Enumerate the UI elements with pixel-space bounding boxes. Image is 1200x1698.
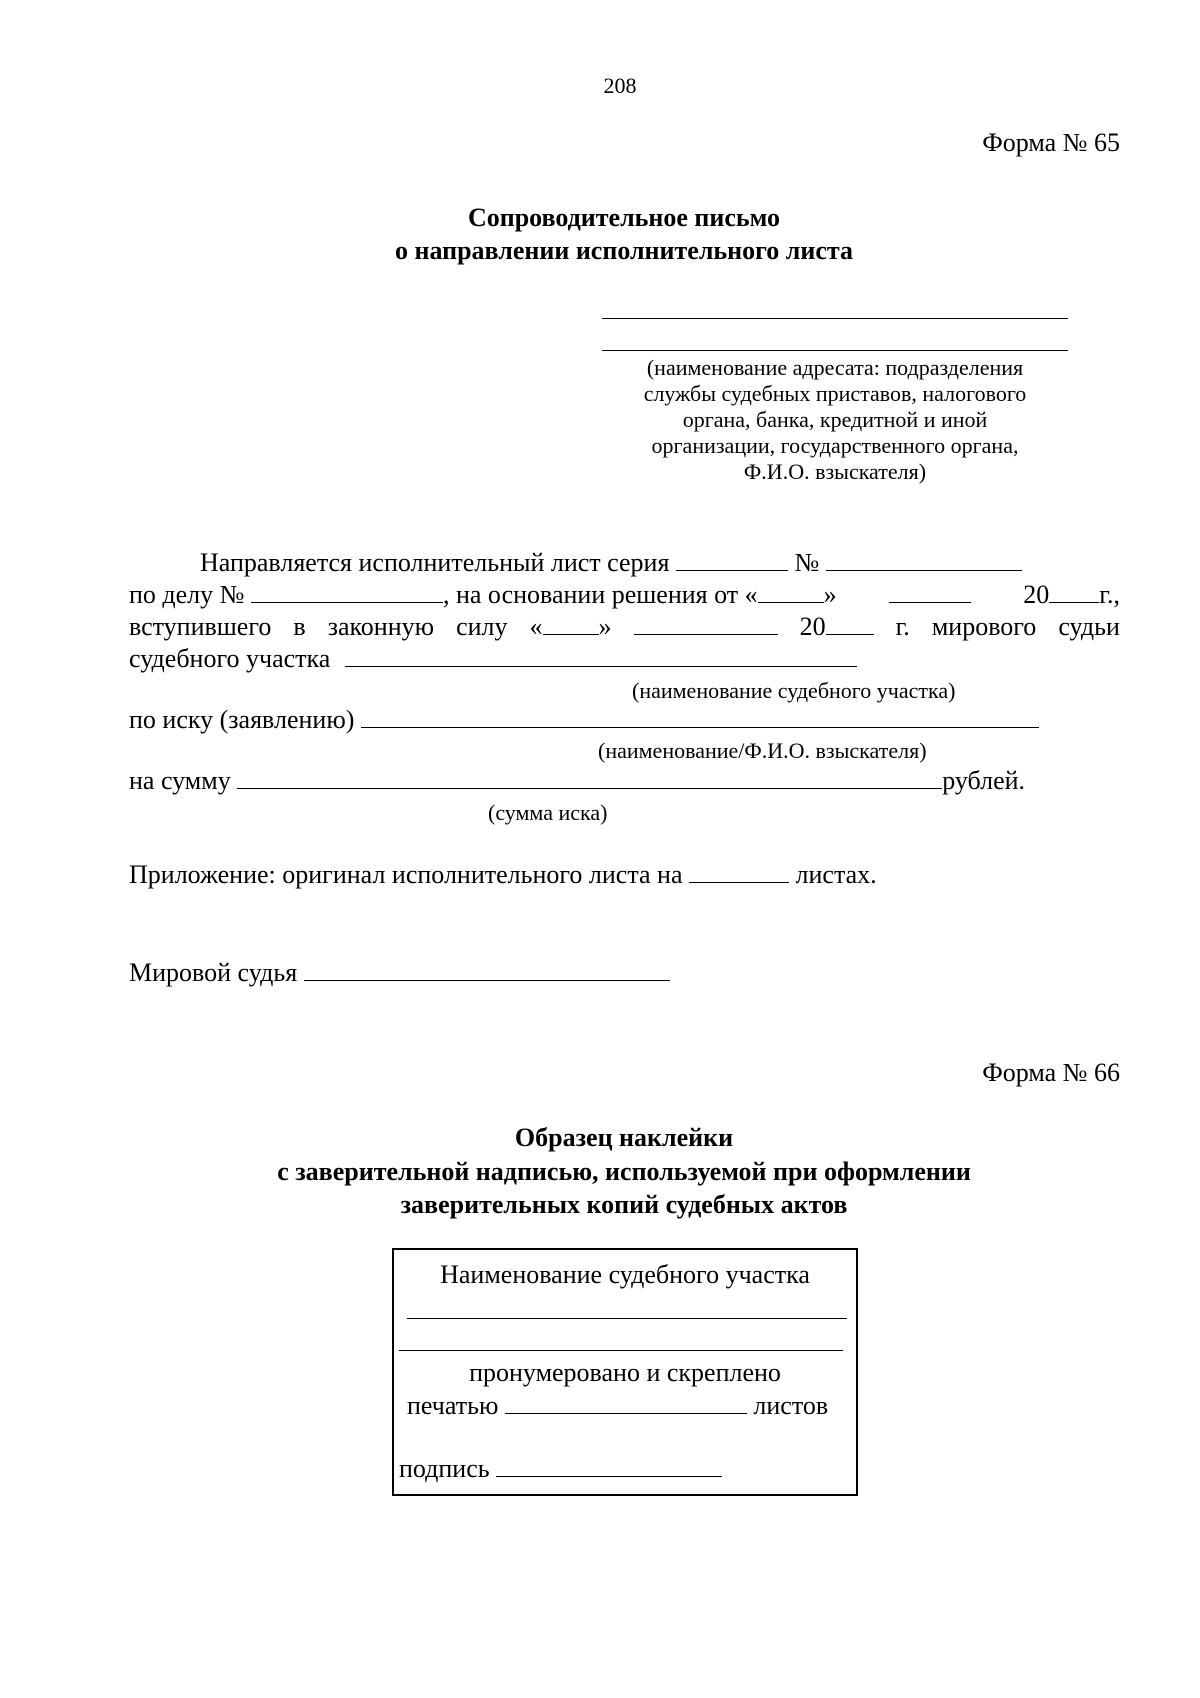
- sticker-seal-line: [407, 1391, 828, 1421]
- court-section-blank[interactable]: [345, 644, 857, 667]
- addressee-caption: [602, 355, 1068, 485]
- judge-signature-line: [129, 958, 670, 988]
- body-line-4: [129, 644, 857, 674]
- year-prefix: 20: [1023, 580, 1050, 609]
- form-65-label: Форма № 65: [982, 128, 1120, 157]
- case-number-blank[interactable]: [251, 580, 443, 603]
- addressee-caption-line: органа, банка, кредитной и иной: [682, 407, 988, 432]
- court-section-caption: (наименование судебного участка): [632, 678, 956, 703]
- body-line-5: [129, 705, 1039, 735]
- sticker-divider: [399, 1350, 843, 1351]
- claim-label: по иску (заявлению): [129, 705, 355, 734]
- form-66-label: Форма № 66: [982, 1058, 1120, 1087]
- sticker-court-blank[interactable]: [407, 1318, 847, 1319]
- amount-blank[interactable]: [237, 766, 942, 789]
- amount-label: на сумму: [129, 766, 231, 795]
- attachment-line: [129, 860, 877, 890]
- claimant-blank[interactable]: [361, 705, 1039, 728]
- quote-close: »: [823, 580, 837, 609]
- sticker-signature-blank[interactable]: [496, 1454, 722, 1477]
- sticker-court-name: Наименование судебного участка: [440, 1260, 810, 1289]
- judge-label: Мировой судья: [129, 958, 298, 987]
- effective-day-blank[interactable]: [543, 612, 599, 635]
- form-65-title-line2: о направлении исполнительного листа: [394, 236, 854, 265]
- decision-year-blank[interactable]: [1049, 580, 1099, 603]
- form-65-title-line1: Сопроводительное письмо: [467, 203, 781, 232]
- word: мирового: [931, 612, 1037, 641]
- amount-caption: (сумма иска): [488, 800, 608, 825]
- form-66-title-line1: Образец наклейки: [514, 1123, 734, 1152]
- decision-day-blank[interactable]: [758, 580, 824, 603]
- sheets-label: листах.: [795, 860, 877, 889]
- word: судьи: [1058, 612, 1120, 641]
- series-blank[interactable]: [676, 548, 788, 571]
- form-66-title-line3: заверительных копий судебных актов: [400, 1190, 848, 1219]
- addressee-caption-line: службы судебных приставов, налогового: [643, 381, 1027, 406]
- effective-year-blank[interactable]: [826, 612, 874, 635]
- year-prefix: 20: [799, 612, 826, 641]
- addressee-line-1: [602, 318, 1068, 319]
- writ-number-blank[interactable]: [826, 548, 1022, 571]
- rubles-label: рублей.: [942, 766, 1026, 795]
- page-number: 208: [603, 73, 637, 98]
- addressee-caption-line: Ф.И.О. взыскателя): [743, 459, 927, 484]
- claimant-caption: (наименование/Ф.И.О. взыскателя): [598, 738, 927, 763]
- form-66-title-line2: с заверительной надписью, используемой при оформлении: [277, 1157, 971, 1186]
- judge-signature-blank[interactable]: [304, 958, 670, 981]
- signature-label: подпись: [399, 1454, 490, 1483]
- sticker-numbered-text: пронумеровано и скреплено: [469, 1358, 781, 1387]
- seal-label: печатью: [407, 1391, 499, 1420]
- quote-close: »: [598, 612, 612, 641]
- addressee-caption-line: (наименование адресата: подразделения: [646, 355, 1024, 380]
- addressee-caption-line: организации, государственного органа,: [651, 433, 1019, 458]
- year-suffix: г.,: [1099, 580, 1120, 609]
- sticker-sheets-blank[interactable]: [505, 1391, 747, 1414]
- sticker-signature-line: [399, 1454, 722, 1484]
- certification-sticker: [392, 1248, 858, 1496]
- decision-month-blank[interactable]: [889, 580, 971, 603]
- sent-writ-text: Направляется исполнительный лист серия: [200, 548, 670, 577]
- word: силу: [456, 612, 508, 641]
- word: законную: [327, 612, 435, 641]
- word: в: [293, 612, 306, 641]
- body-line-3: [129, 612, 1120, 642]
- year-abbrev: г.: [895, 612, 910, 641]
- addressee-line-2: [602, 350, 1068, 351]
- body-line-2: [129, 580, 1120, 610]
- case-number-label: по делу №: [129, 580, 245, 609]
- number-sign: №: [794, 548, 820, 577]
- court-section-label: судебного участка: [129, 644, 331, 673]
- body-line-6: [129, 766, 1025, 796]
- effective-month-blank[interactable]: [634, 612, 778, 635]
- sheets-label: листов: [753, 1391, 829, 1420]
- body-line-1: [200, 548, 1022, 578]
- quote-open: «: [529, 612, 543, 641]
- decision-text: , на основании решения от «: [442, 580, 758, 609]
- attachment-text: Приложение: оригинал исполнительного листа на: [129, 860, 683, 889]
- sheets-count-blank[interactable]: [689, 860, 789, 883]
- word: вступившего: [129, 612, 272, 641]
